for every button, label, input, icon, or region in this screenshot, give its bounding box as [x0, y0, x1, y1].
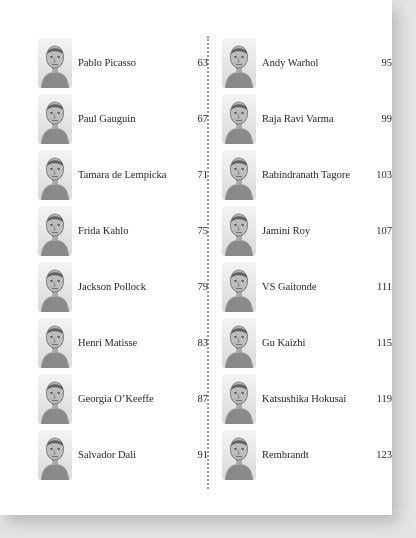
artist-name: VS Gaitonde	[262, 282, 317, 293]
artist-name: Rembrandt	[262, 450, 309, 461]
artist-name: Pablo Picasso	[78, 58, 137, 69]
artist-name: Jamini Roy	[262, 226, 311, 237]
page-number: 95	[381, 58, 392, 69]
artist-name: Raja Ravi Varma	[262, 114, 334, 125]
artist-name: Gu Kaizhi	[262, 338, 306, 349]
page-number: 87	[197, 394, 208, 405]
artist-name: Rabindranath Tagore	[262, 170, 350, 181]
right-column	[222, 36, 392, 484]
portrait-icon	[38, 430, 72, 480]
portrait-icon	[38, 206, 72, 256]
portrait-icon	[38, 150, 72, 200]
contents-entry[interactable]	[38, 260, 208, 316]
page-number: 107	[376, 226, 392, 237]
artist-name: Jackson Pollock	[78, 282, 146, 293]
page-number: 71	[197, 170, 208, 181]
contents-entry[interactable]	[38, 36, 208, 92]
portrait-icon	[38, 38, 72, 88]
contents-entry[interactable]	[38, 204, 208, 260]
page-number: 99	[381, 114, 392, 125]
page-number: 103	[376, 170, 392, 181]
artist-name: Tamara de Lempicka	[78, 170, 167, 181]
page-number: 91	[197, 450, 208, 461]
portrait-icon	[222, 206, 256, 256]
page-number: 79	[197, 282, 208, 293]
contents-entry[interactable]	[222, 92, 392, 148]
contents-entry[interactable]	[222, 260, 392, 316]
portrait-icon	[38, 318, 72, 368]
artist-name: Georgia O’Keeffe	[78, 394, 154, 405]
page-number: 67	[197, 114, 208, 125]
contents-entry[interactable]	[222, 148, 392, 204]
left-column	[38, 36, 208, 484]
contents-entry[interactable]	[222, 428, 392, 484]
contents-entry[interactable]	[38, 372, 208, 428]
contents-entry[interactable]	[38, 428, 208, 484]
portrait-icon	[222, 38, 256, 88]
contents-entry[interactable]	[222, 36, 392, 92]
artist-name: Henri Matisse	[78, 338, 138, 349]
page-number: 123	[376, 450, 392, 461]
portrait-icon	[222, 262, 256, 312]
contents-entry[interactable]	[38, 316, 208, 372]
portrait-icon	[222, 430, 256, 480]
portrait-icon	[38, 374, 72, 424]
portrait-icon	[222, 374, 256, 424]
page-number: 83	[197, 338, 208, 349]
contents-entry[interactable]	[222, 372, 392, 428]
artist-name: Salvador Dali	[78, 450, 137, 461]
page-number: 111	[377, 282, 392, 293]
artist-name: Paul Gauguin	[78, 114, 136, 125]
contents-entry[interactable]	[222, 204, 392, 260]
contents-entry[interactable]	[38, 148, 208, 204]
portrait-icon	[222, 94, 256, 144]
page-number: 119	[376, 394, 392, 405]
portrait-icon	[222, 318, 256, 368]
portrait-icon	[222, 150, 256, 200]
page-number: 115	[376, 338, 392, 349]
artist-name: Katsushika Hokusai	[262, 394, 347, 405]
page-number: 63	[197, 58, 208, 69]
artist-name: Andy Warhol	[262, 58, 319, 69]
artist-name: Frida Kahlo	[78, 226, 129, 237]
portrait-icon	[38, 262, 72, 312]
page-number: 75	[197, 226, 208, 237]
contents-entry[interactable]	[38, 92, 208, 148]
contents-entry[interactable]	[222, 316, 392, 372]
portrait-icon	[38, 94, 72, 144]
